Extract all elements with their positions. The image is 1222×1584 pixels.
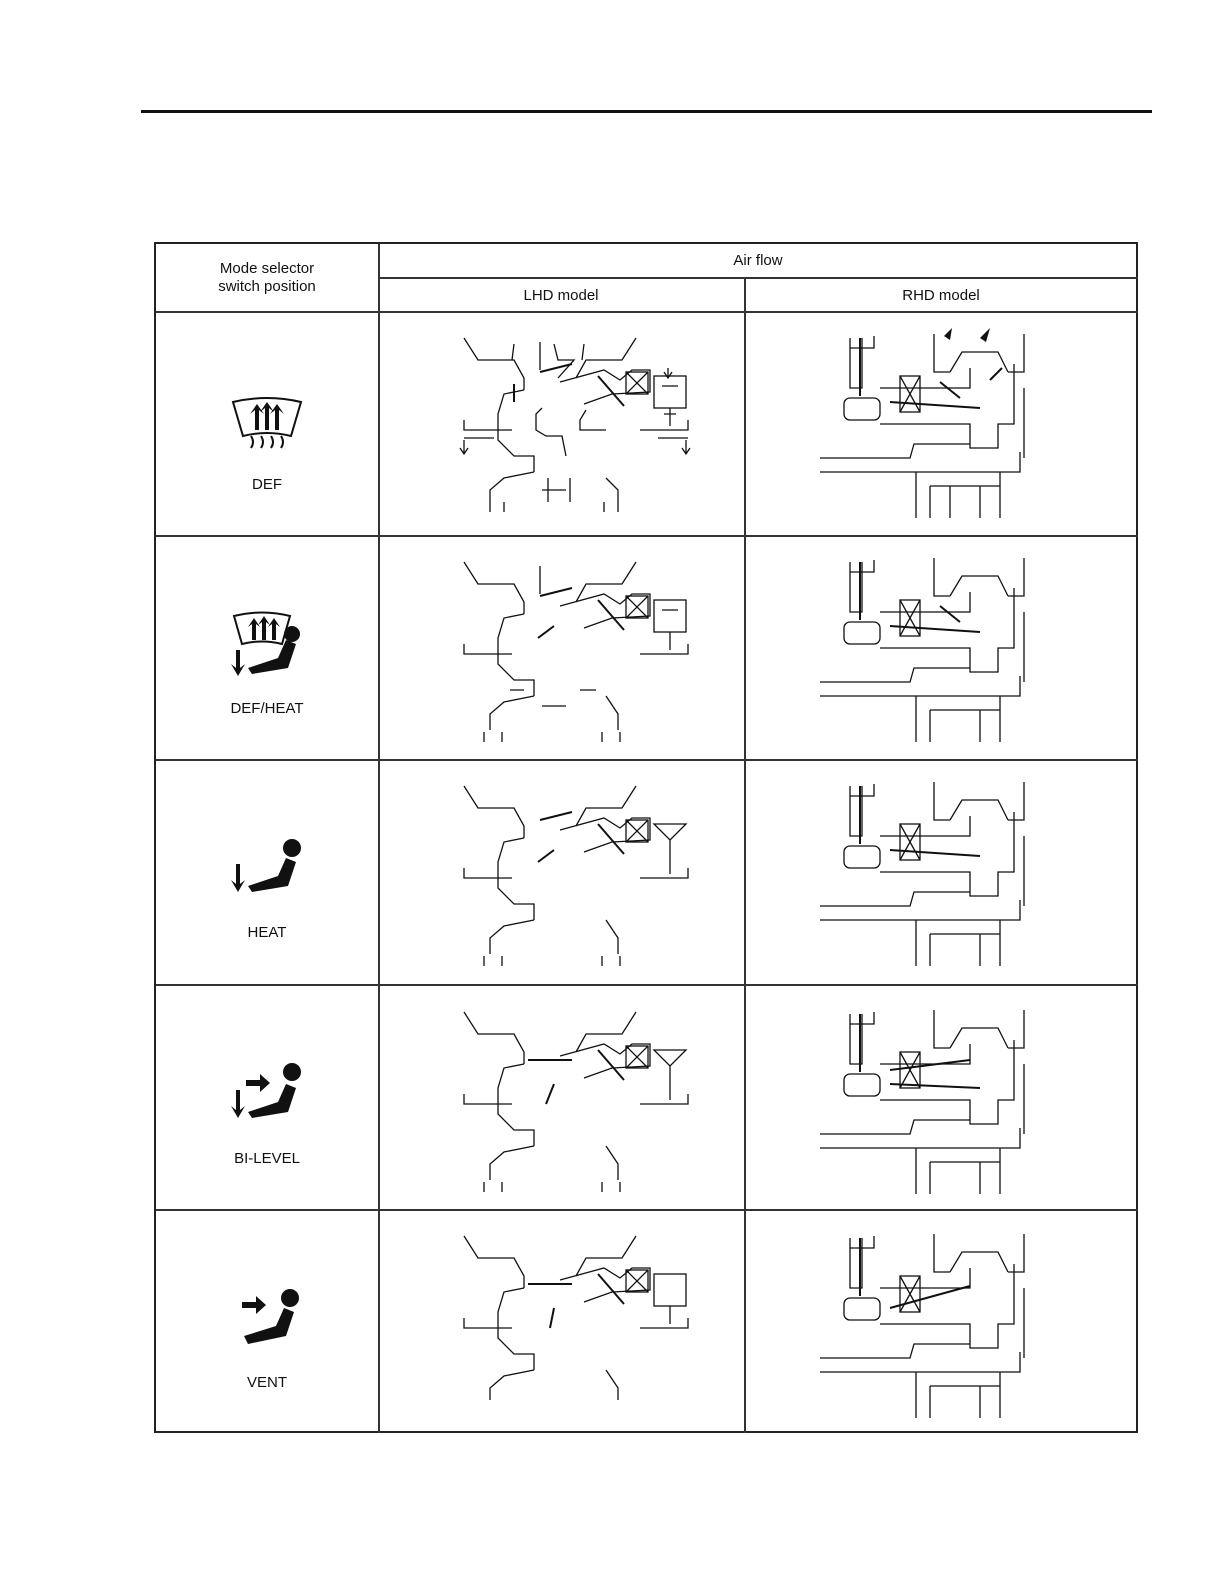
bi-level-icon <box>228 1060 308 1126</box>
header-bottom-rule <box>156 311 1138 313</box>
lhd-airflow-diagram-heat <box>454 778 698 974</box>
row-divider-3 <box>156 984 1138 986</box>
lhd-airflow-diagram-bi-level <box>454 1004 698 1200</box>
mode-airflow-table <box>154 242 1138 1433</box>
row-divider-4 <box>156 1209 1138 1211</box>
mode-label-heat: HEAT <box>247 924 287 941</box>
top-rule <box>141 110 1152 113</box>
vent-icon <box>234 1286 304 1350</box>
lhd-model-header: LHD model <box>523 287 599 304</box>
rhd-airflow-diagram-vent <box>820 1228 1050 1422</box>
foot-heat-icon <box>228 836 308 900</box>
rhd-airflow-diagram-def-heat <box>820 552 1050 746</box>
defroster-foot-icon <box>228 610 308 680</box>
airflow-header: Air flow <box>733 252 783 269</box>
row-divider-1 <box>156 535 1138 537</box>
mode-label-def: DEF <box>252 476 282 493</box>
defroster-icon <box>229 396 305 452</box>
lhd-airflow-diagram-def-heat <box>454 554 698 750</box>
mode-column-header: Mode selector switch position <box>218 260 316 295</box>
rhd-model-header: RHD model <box>902 287 980 304</box>
row-divider-2 <box>156 759 1138 761</box>
header-divider <box>378 277 1138 279</box>
column-divider-2 <box>744 278 746 1433</box>
column-divider-1 <box>378 244 380 1433</box>
mode-label-vent: VENT <box>246 1374 287 1391</box>
lhd-airflow-diagram-def <box>454 330 698 520</box>
mode-label-def-heat: DEF/HEAT <box>230 700 304 717</box>
rhd-airflow-diagram-heat <box>820 776 1050 970</box>
rhd-airflow-diagram-def <box>820 328 1050 522</box>
mode-label-bi-level: BI-LEVEL <box>234 1150 300 1167</box>
lhd-airflow-diagram-vent <box>454 1228 698 1404</box>
rhd-airflow-diagram-bi-level <box>820 1004 1050 1198</box>
